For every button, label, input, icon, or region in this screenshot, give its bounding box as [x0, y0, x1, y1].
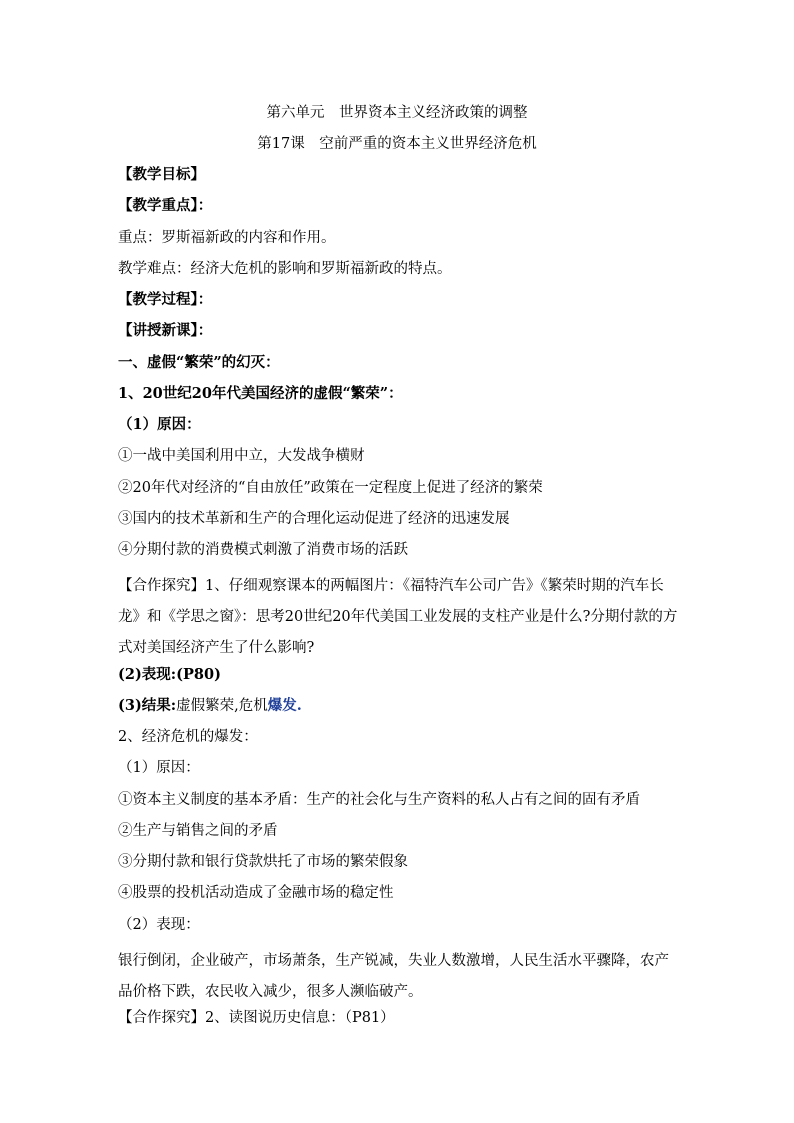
heading-2-2-performance: （2）表现： [118, 917, 200, 933]
lesson-title: 第17课 空前严重的资本主义世界经济危机 [257, 136, 537, 152]
result-line [118, 696, 678, 716]
heading-1-1-reasons: （1）原因： [118, 416, 201, 433]
heading-2-1-reasons: （1）原因： [118, 760, 200, 776]
heading-1-3-result: (3)结果: [118, 697, 177, 714]
reason-item-1: ①一战中美国利用中立，大发战争横财 [118, 448, 365, 464]
crisis-reason-3: ③分期付款和银行贷款烘托了市场的繁荣假象 [118, 854, 408, 870]
section-new-lesson: 【讲授新课】： [118, 322, 213, 339]
reason-item-3: ③国内的技术革新和生产的合理化运动促进了经济的迅速发展 [118, 511, 510, 527]
key-point: 重点：罗斯福新政的内容和作用。 [118, 230, 336, 246]
heading-1-2-performance: (2)表现:(P80) [118, 666, 221, 683]
crisis-reason-1: ①资本主义制度的基本矛盾：生产的社会化与生产资料的私人占有之间的固有矛盾 [118, 792, 640, 808]
result-text: 虚假繁荣,危机 [176, 698, 268, 714]
reason-item-4: ④分期付款的消费模式刺激了消费市场的活跃 [118, 542, 408, 558]
cooperative-inquiry-2: 【合作探究】2、读图说历史信息：（P81） [118, 1010, 395, 1026]
cooperative-inquiry-1: 【合作探究】1、仔细观察课本的两幅图片：《福特汽车公司广告》《繁荣时期的汽车长龙》和《学思之窗》：思考20世纪20年代美国工业发展的支柱产业是什么?分期付款的方式对美国经济产生了什么影响? [118, 578, 678, 656]
heading-part-one: 一、虚假“繁荣”的幻灭： [118, 354, 280, 371]
difficult-point: 教学难点：经济大危机的影响和罗斯福新政的特点。 [118, 261, 452, 277]
result-outbreak: 爆发. [267, 697, 302, 714]
unit-title: 第六单元 世界资本主义经济政策的调整 [266, 105, 528, 121]
section-teaching-focus: 【教学重点】： [118, 197, 213, 214]
heading-2: 2、经济危机的爆发： [118, 729, 258, 745]
reason-item-2: ②20年代对经济的“自由放任”政策在一定程度上促进了经济的繁荣 [118, 480, 543, 496]
crisis-reason-2: ②生产与销售之间的矛盾 [118, 823, 278, 839]
section-teaching-goals: 【教学目标】 [118, 166, 205, 183]
section-teaching-process: 【教学过程】： [118, 291, 213, 308]
crisis-performance-text: 银行倒闭，企业破产，市场萧条，生产锐减，失业人数激增，人民生活水平骤降，农产品价格下跌，农民收入减少，很多人濒临破产。 [118, 953, 669, 1000]
heading-1: 1、20世纪20年代美国经济的虚假“繁荣”： [118, 385, 403, 402]
crisis-reason-4: ④股票的投机活动造成了金融市场的稳定性 [118, 885, 394, 901]
